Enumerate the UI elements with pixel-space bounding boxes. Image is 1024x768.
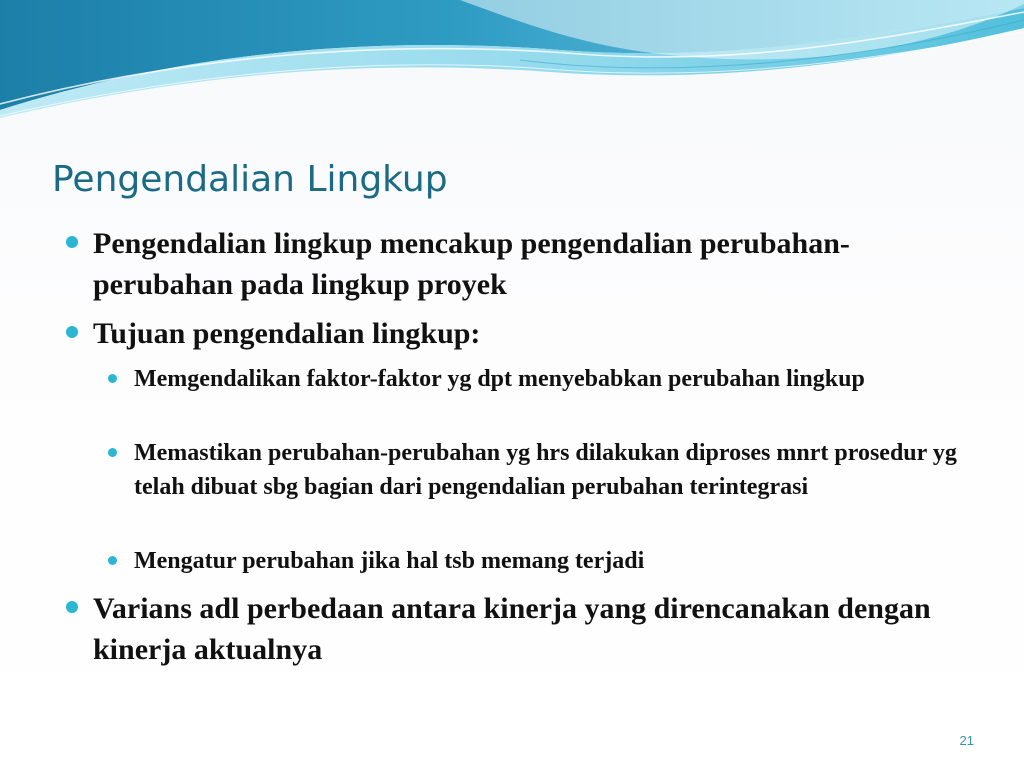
sub-bullet-text: Memgendalikan faktor-faktor yg dpt menyebabkan perubahan lingkup [134,366,865,392]
sub-bullet-item [134,544,984,578]
page-number: 21 [959,733,974,748]
bullet-text: Tujuan pengendalian lingkup: [93,317,481,350]
bullet-marker-icon [66,326,78,338]
bullet-marker-icon [66,236,78,248]
sub-bullet-item [134,362,984,396]
bullet-item [93,223,953,305]
header-wave-decoration [0,0,1024,130]
bullet-text: Varians adl perbedaan antara kinerja yang direncanakan dengan kinerja aktualnya [93,592,931,666]
sub-bullet-item [134,436,984,504]
bullet-item [93,313,953,354]
bullet-item [93,588,953,670]
sub-bullet-marker-icon [108,374,117,383]
sub-bullet-text: Mengatur perubahan jika hal tsb memang terjadi [134,548,645,574]
sub-bullet-marker-icon [108,556,117,565]
sub-bullet-text: Memastikan perubahan-perubahan yg hrs dilakukan diproses mnrt prosedur yg telah dibuat sbg bagian dari pengendalian perubahan terintegrasi [134,440,957,500]
bullet-text: Pengendalian lingkup mencakup pengendalian perubahan-perubahan pada lingkup proyek [93,227,850,301]
slide-title: Pengendalian Lingkup [52,159,448,200]
bullet-marker-icon [66,601,78,613]
sub-bullet-marker-icon [108,448,117,457]
